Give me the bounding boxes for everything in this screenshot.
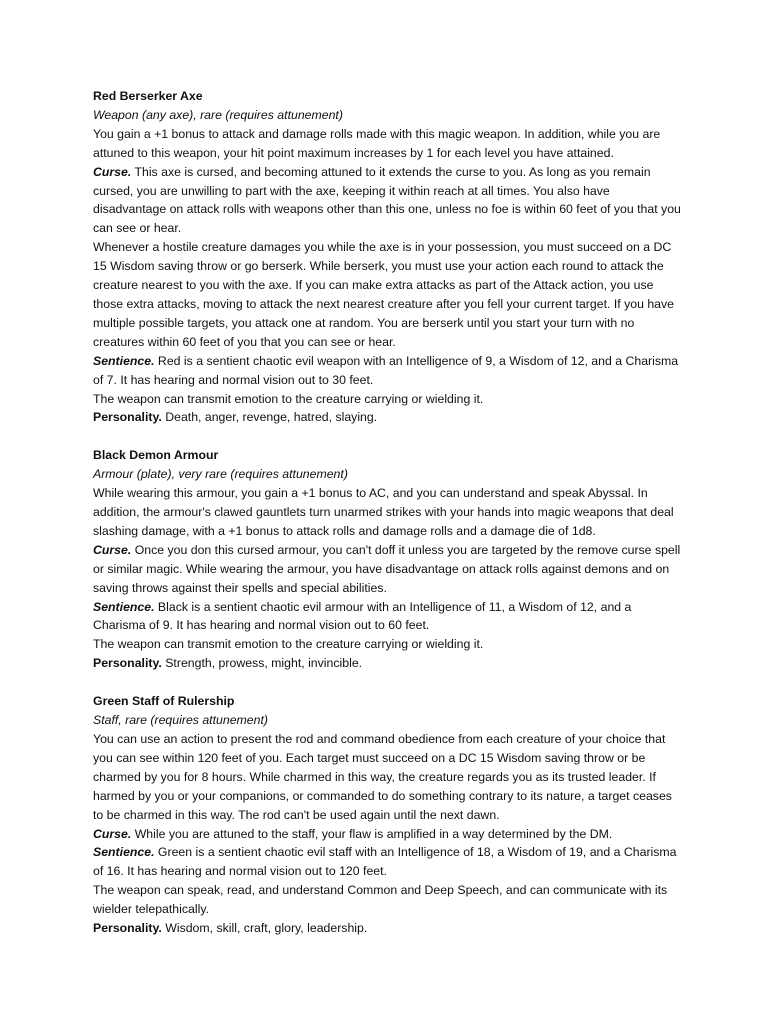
personality-paragraph [93, 919, 683, 938]
curse-paragraph [93, 163, 683, 239]
personality-text: Death, anger, revenge, hatred, slaying. [161, 410, 378, 425]
sentience-text: Green is a sentient chaotic evil staff with an Intelligence of 18, a Wisdom of 19, and a Charisma of 16. It has hearing and normal vision out to 120 feet. [93, 845, 677, 879]
item-description: You gain a +1 bonus to attack and damage rolls made with this magic weapon. In addition, while you are attuned to this weapon, your hit point maximum increases by 1 for each level you have attained. [93, 126, 661, 160]
sentience-label: Sentience. [93, 845, 155, 860]
item-red-berserker-axe [93, 87, 683, 427]
item-title: Red Berserker Axe [93, 89, 203, 103]
personality-text: Wisdom, skill, craft, glory, leadership. [161, 921, 368, 936]
item-subtitle: Weapon (any axe), rare (requires attunement) [93, 107, 343, 122]
item-description: You can use an action to present the rod and command obedience from each creature of your choice that you can see within 120 feet of you. Each target must succeed on a DC 15 Wisdom saving throw or be charmed by you for 8 hours. While charmed in this way, the creature regards you as its trusted leader. If harmed by you or your companions, or commanded to do something contrary to its nature, a target ceases to be charmed in this way. The rod can't be used again until the next dawn. [93, 732, 672, 822]
item-title: Green Staff of Rulership [93, 694, 235, 709]
sentience-paragraph [93, 352, 683, 390]
personality-label: Personality. [93, 410, 162, 425]
berserk-paragraph: Whenever a hostile creature damages you while the axe is in your possession, you must succeed on a DC 15 Wisdom saving throw or go berserk. While berserk, you must use your action each round to attack the creature nearest to you with the axe. If you can make extra attacks as part of the Attack action, you use those extra attacks, moving to attack the next nearest creature after you fell your current target. If you have multiple possible targets, you attack one at random. You are berserk until you start your turn with no creatures within 60 feet of you that you can see or hear. [93, 240, 674, 349]
personality-paragraph [93, 654, 683, 673]
item-subtitle: Staff, rare (requires attunement) [93, 713, 268, 728]
curse-label: Curse. [93, 164, 132, 179]
item-subtitle: Armour (plate), very rare (requires attunement) [93, 467, 348, 482]
communication-paragraph: The weapon can speak, read, and understand Common and Deep Speech, and can communicate with its wielder telepathically. [93, 883, 668, 917]
personality-label: Personality. [93, 921, 162, 936]
sentience-label: Sentience. [93, 353, 155, 368]
curse-label: Curse. [93, 826, 132, 841]
item-title: Black Demon Armour [93, 448, 219, 463]
sentience-paragraph [93, 843, 683, 881]
curse-label: Curse. [93, 542, 132, 557]
personality-label: Personality. [93, 656, 162, 671]
item-green-staff-of-rulership [93, 692, 683, 938]
sentience-label: Sentience. [93, 599, 155, 614]
curse-text: This axe is cursed, and becoming attuned to it extends the curse to you. As long as you remain cursed, you are unwilling to part with the axe, keeping it within reach at all times. You also have disadvantage on attack rolls with weapons other than this one, unless no foe is within 60 feet of you that you can see or hear. [93, 164, 681, 236]
curse-paragraph [93, 541, 683, 598]
curse-text: Once you don this cursed armour, you can't doff it unless you are targeted by the remove curse spell or similar magic. While wearing the armour, you have disadvantage on attack rolls against demons and on saving throws against their spells and special abilities. [93, 542, 681, 595]
sentience-text: Red is a sentient chaotic evil weapon with an Intelligence of 9, a Wisdom of 12, and a Charisma of 7. It has hearing and normal vision out to 30 feet. [93, 353, 679, 387]
item-description: While wearing this armour, you gain a +1 bonus to AC, and you can understand and speak Abyssal. In addition, the armour's clawed gauntlets turn unarmed strikes with your hands into magic weapons that deal slashing damage, with a +1 bonus to attack rolls and damage rolls and a damage die of 1d8. [93, 486, 674, 538]
communication-paragraph: The weapon can transmit emotion to the creature carrying or wielding it. [93, 391, 484, 406]
curse-paragraph [93, 825, 683, 844]
sentience-text: Black is a sentient chaotic evil armour with an Intelligence of 11, a Wisdom of 12, and a Charisma of 9. It has hearing and normal vision out to 60 feet. [93, 599, 632, 633]
sentience-paragraph [93, 598, 683, 636]
personality-paragraph [93, 408, 683, 427]
communication-paragraph: The weapon can transmit emotion to the creature carrying or wielding it. [93, 637, 484, 652]
document-page [93, 87, 683, 957]
personality-text: Strength, prowess, might, invincible. [161, 656, 363, 671]
curse-text: While you are attuned to the staff, your flaw is amplified in a way determined by the DM. [131, 826, 613, 841]
item-black-demon-armour [93, 446, 683, 673]
